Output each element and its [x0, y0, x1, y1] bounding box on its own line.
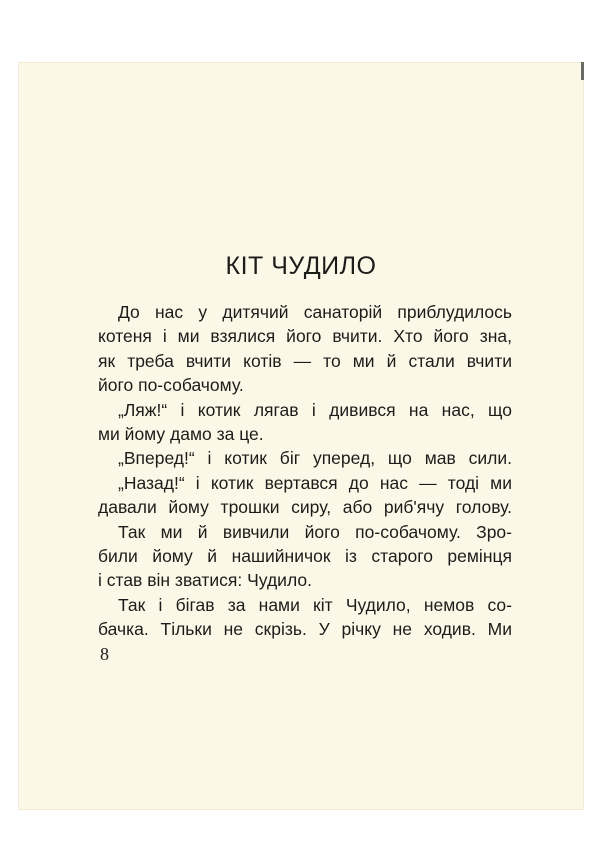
- text-line: До нас у дитячий санаторій приблудилось: [118, 302, 512, 322]
- text-line: били йому й нашийничок із старого ремінця: [98, 546, 512, 567]
- text-line: „Назад!“ і котик вертався до нас — тоді ми: [118, 472, 512, 493]
- page-edge-mark: [581, 62, 584, 80]
- text-line: давали йому трошки сиру, або риб'ячу голову.: [98, 497, 512, 518]
- story-title: КІТ ЧУДИЛО: [225, 252, 377, 280]
- story-text: [98, 300, 512, 642]
- book-page: [18, 62, 584, 810]
- text-line: Так ми й вивчили його по-собачому. Зро-: [118, 521, 512, 542]
- text-line: і став він зватися: Чудило.: [98, 570, 312, 591]
- page-number: 8: [100, 644, 109, 664]
- text-line: як треба вчити котів — то ми й стали вчити: [98, 350, 512, 371]
- text-line: котеня і ми взялися його вчити. Хто його зна,: [98, 326, 512, 347]
- text-line: ми йому дамо за це.: [98, 424, 264, 445]
- text-line: його по-собачому.: [98, 375, 244, 396]
- text-line: бачка. Тільки не скрізь. У річку не ходив. Ми: [98, 619, 512, 640]
- text-line: „Вперед!“ і котик біг уперед, що мав сили.: [118, 448, 512, 469]
- text-line: „Ляж!“ і котик лягав і дивився на нас, що: [118, 399, 512, 420]
- text-line: Так і бігав за нами кіт Чудило, немов со-: [118, 594, 512, 615]
